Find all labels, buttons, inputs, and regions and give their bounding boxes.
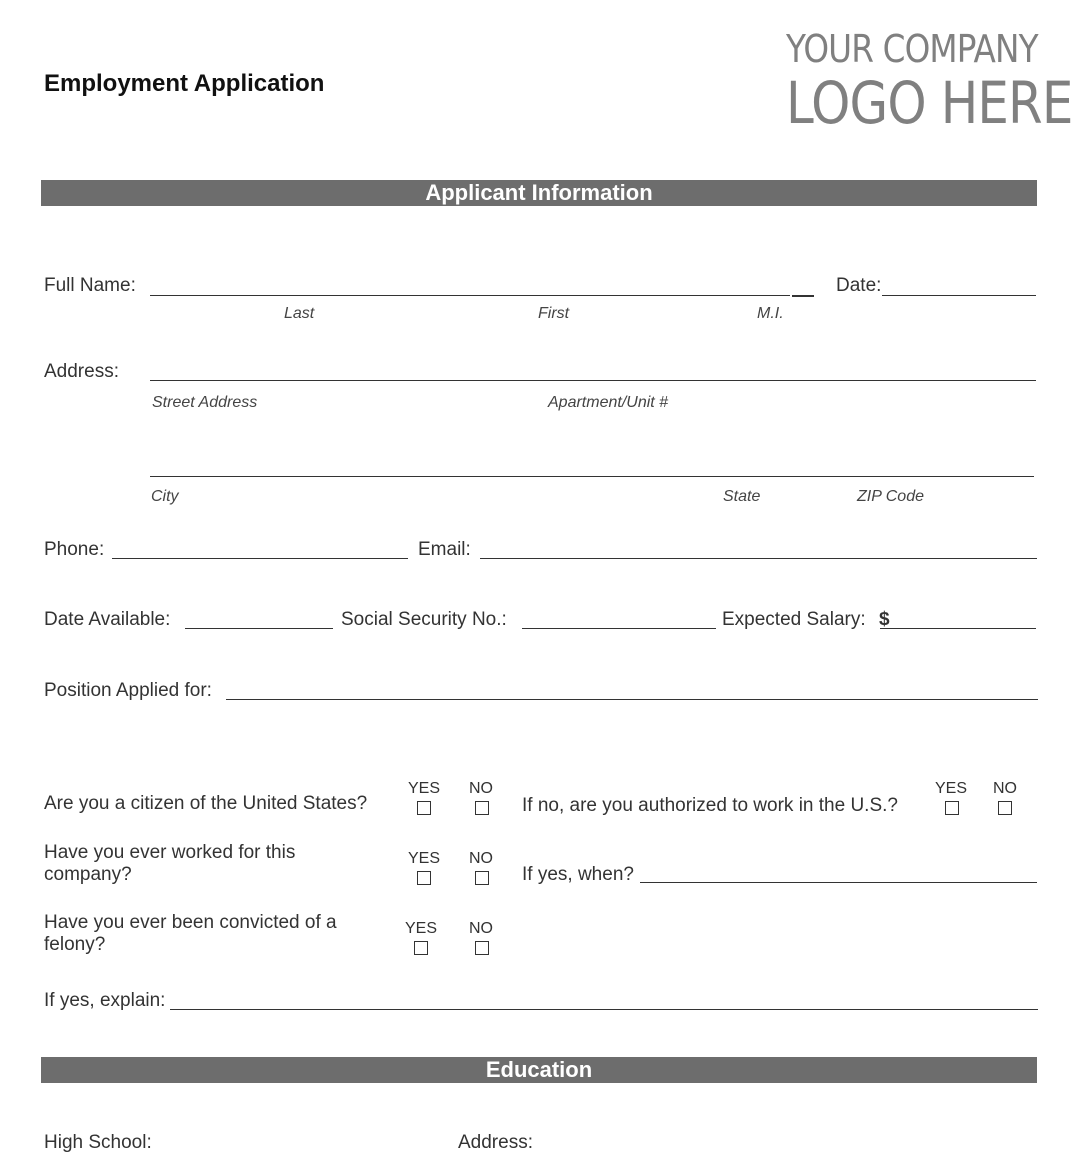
high-school-label: High School: bbox=[44, 1132, 152, 1153]
expected-salary-field[interactable] bbox=[880, 628, 1036, 629]
authorized-no-checkbox[interactable] bbox=[998, 801, 1012, 815]
worked-no-checkbox[interactable] bbox=[475, 871, 489, 885]
worked-yes-checkbox[interactable] bbox=[417, 871, 431, 885]
applicant-information-heading: Applicant Information bbox=[41, 180, 1037, 206]
ssn-label: Social Security No.: bbox=[341, 609, 507, 630]
email-field[interactable] bbox=[480, 558, 1037, 559]
logo-line-1: YOUR COMPANY bbox=[786, 27, 1038, 71]
position-label: Position Applied for: bbox=[44, 680, 212, 701]
date-available-label: Date Available: bbox=[44, 609, 171, 630]
education-heading: Education bbox=[41, 1057, 1037, 1083]
education-address-label: Address: bbox=[458, 1132, 533, 1153]
state-caption: State bbox=[723, 488, 761, 505]
felony-line-2: felony? bbox=[44, 934, 106, 955]
full-name-label: Full Name: bbox=[44, 275, 136, 296]
expected-salary-label: Expected Salary: bbox=[722, 609, 866, 630]
city-caption: City bbox=[151, 488, 179, 505]
if-yes-explain-label: If yes, explain: bbox=[44, 990, 166, 1011]
date-label: Date: bbox=[836, 275, 882, 296]
if-yes-when-field[interactable] bbox=[640, 882, 1037, 883]
phone-field[interactable] bbox=[112, 558, 408, 559]
zip-caption: ZIP Code bbox=[857, 488, 924, 505]
phone-label: Phone: bbox=[44, 539, 105, 560]
felony-no-checkbox[interactable] bbox=[475, 941, 489, 955]
if-yes-when-label: If yes, when? bbox=[522, 864, 634, 885]
first-caption: First bbox=[538, 305, 570, 322]
felony-no-label: NO bbox=[469, 920, 493, 937]
page-title: Employment Application bbox=[44, 70, 325, 97]
city-state-zip-field[interactable] bbox=[150, 476, 1034, 477]
citizen-question: Are you a citizen of the United States? bbox=[44, 793, 368, 814]
last-caption: Last bbox=[284, 305, 315, 322]
citizen-yes-checkbox[interactable] bbox=[417, 801, 431, 815]
position-field[interactable] bbox=[226, 699, 1038, 700]
citizen-yes-label: YES bbox=[407, 780, 440, 797]
felony-question bbox=[44, 912, 337, 956]
felony-yes-checkbox[interactable] bbox=[414, 941, 428, 955]
logo-line-2: LOGO HERE bbox=[786, 69, 1073, 137]
worked-before-line-2: company? bbox=[44, 864, 132, 885]
last-name-field[interactable] bbox=[150, 295, 790, 296]
authorized-question: If no, are you authorized to work in the U.S.? bbox=[522, 795, 898, 816]
company-logo-placeholder bbox=[786, 26, 1073, 137]
felony-line-1: Have you ever been convicted of a bbox=[44, 912, 337, 933]
worked-no-label: NO bbox=[469, 850, 493, 867]
citizen-no-label: NO bbox=[469, 780, 493, 797]
if-yes-explain-field[interactable] bbox=[170, 1009, 1038, 1010]
apartment-caption: Apartment/Unit # bbox=[548, 394, 669, 411]
worked-yes-label: YES bbox=[407, 850, 440, 867]
authorized-yes-checkbox[interactable] bbox=[945, 801, 959, 815]
date-field[interactable] bbox=[882, 295, 1036, 296]
address-label: Address: bbox=[44, 361, 119, 382]
ssn-field[interactable] bbox=[522, 628, 716, 629]
worked-before-line-1: Have you ever worked for this bbox=[44, 842, 296, 863]
street-address-caption: Street Address bbox=[152, 394, 258, 411]
authorized-no-label: NO bbox=[993, 780, 1017, 797]
citizen-no-checkbox[interactable] bbox=[475, 801, 489, 815]
email-label: Email: bbox=[418, 539, 471, 560]
authorized-yes-label: YES bbox=[934, 780, 967, 797]
felony-yes-label: YES bbox=[404, 920, 437, 937]
date-available-field[interactable] bbox=[185, 628, 333, 629]
worked-before-question bbox=[44, 842, 295, 886]
middle-initial-field[interactable] bbox=[792, 295, 814, 297]
mi-caption: M.I. bbox=[757, 305, 784, 322]
street-address-field[interactable] bbox=[150, 380, 1036, 381]
dollar-sign: $ bbox=[879, 609, 890, 630]
